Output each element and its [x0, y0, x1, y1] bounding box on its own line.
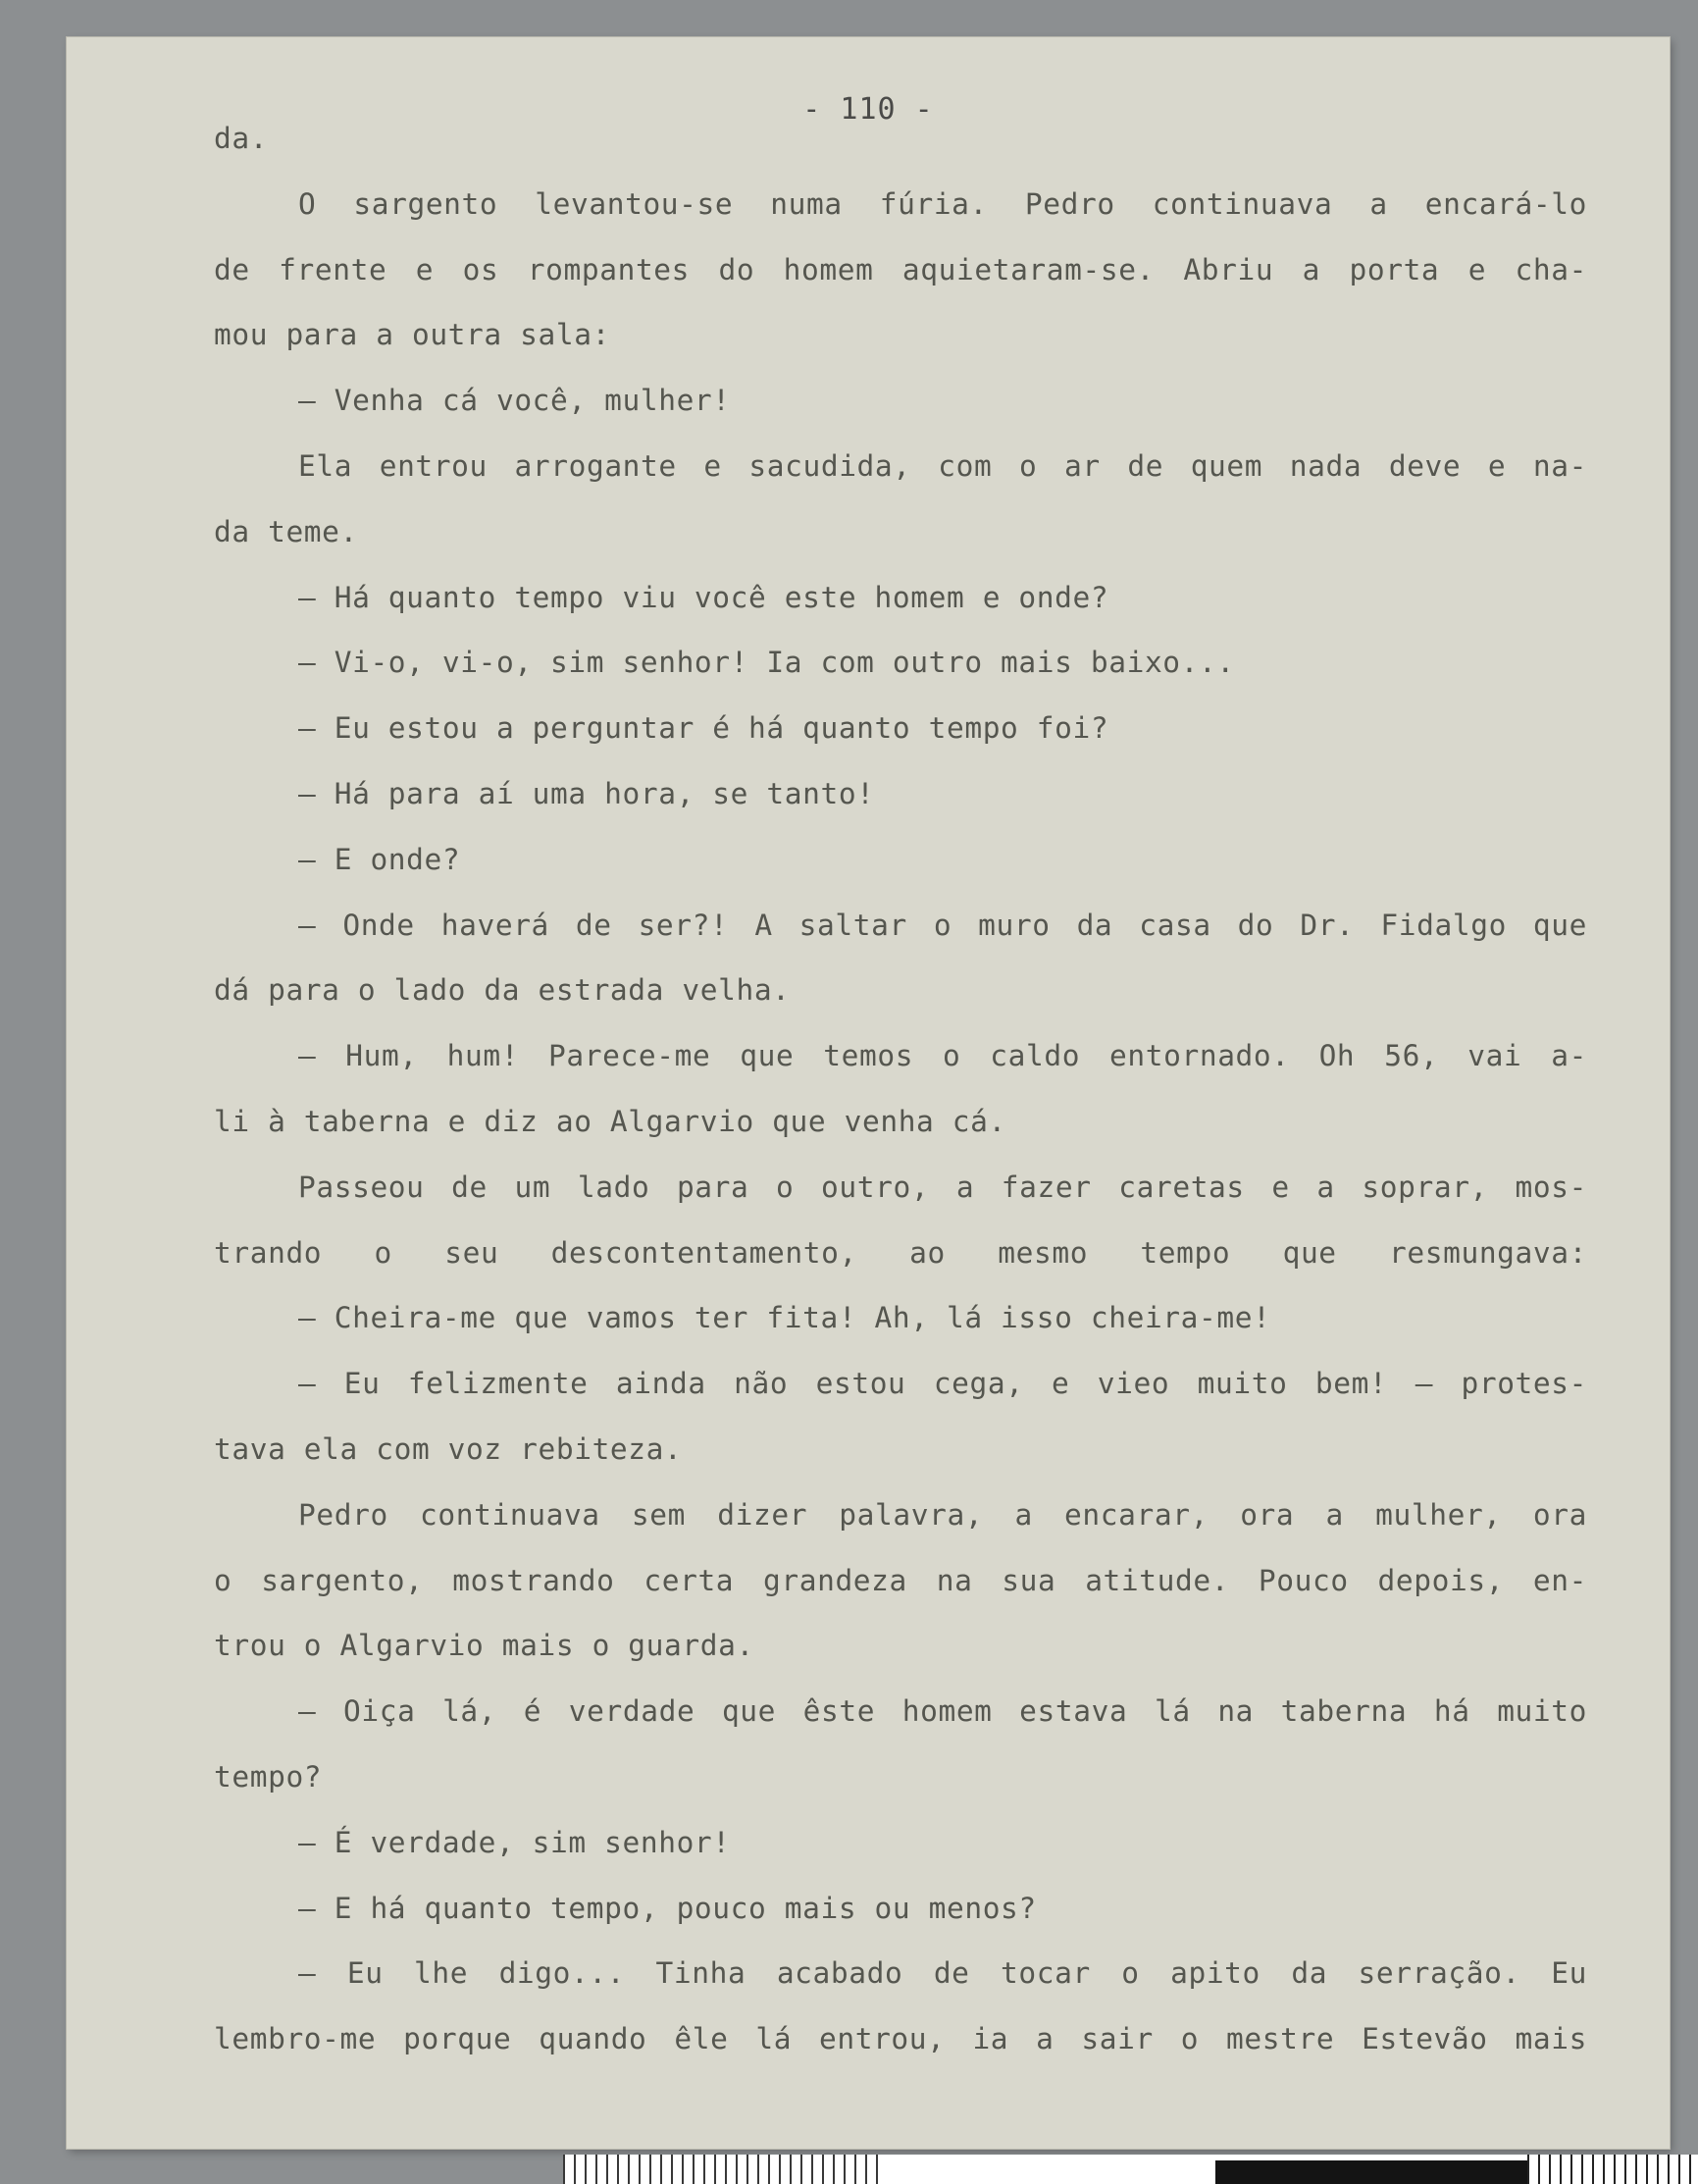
text-line: Pedro continuava sem dizer palavra, a encarar, ora a mulher, ora	[298, 1497, 1587, 1532]
dialogue-line: — E onde?	[298, 842, 461, 876]
dialogue-line: — Eu felizmente ainda não estou cega, e vieo muito bem! — protes-	[298, 1367, 1587, 1401]
text-line: tempo?	[214, 1759, 323, 1794]
ruler-block	[1215, 2160, 1527, 2184]
page-body	[214, 106, 1587, 2072]
text-line: li à taberna e diz ao Algarvio que venha cá.	[214, 1104, 1006, 1138]
dialogue-line: — Oiça lá, é verdade que êste homem estava lá na taberna há muito	[298, 1694, 1587, 1729]
dialogue-line: — Há para aí uma hora, se tanto!	[298, 776, 875, 810]
text-line: Ela entrou arrogante e sacudida, com o ar de quem nada deve e na-	[298, 448, 1587, 483]
text-line: de frente e os rompantes do homem aquietaram-se. Abriu a porta e cha-	[214, 252, 1587, 286]
text-line: dá para o lado da estrada velha.	[214, 973, 791, 1008]
text-line: Passeou de um lado para o outro, a fazer caretas e a soprar, mos-	[298, 1170, 1587, 1204]
dialogue-line: — É verdade, sim senhor!	[298, 1825, 731, 1859]
text-line: trou o Algarvio mais o guarda.	[214, 1629, 754, 1663]
text-line: mou para a outra sala:	[214, 318, 610, 352]
page-number: - 110 -	[802, 92, 934, 127]
scale-ruler	[563, 2155, 1698, 2184]
text-line: da teme.	[214, 514, 358, 548]
dialogue-line: — E há quanto tempo, pouco mais ou menos?	[298, 1891, 1037, 1925]
dialogue-line: — Vi-o, vi-o, sim senhor! Ia com outro mais baixo...	[298, 646, 1235, 680]
dialogue-line: — Eu lhe digo... Tinha acabado de tocar o apito da serração. Eu	[298, 1956, 1587, 1991]
ruler-ticks	[563, 2155, 887, 2184]
dialogue-line: — Onde haverá de ser?! A saltar o muro da casa do Dr. Fidalgo que	[298, 908, 1587, 942]
text-line: O sargento levantou-se numa fúria. Pedro continuava a encará-lo	[298, 186, 1587, 221]
dialogue-line: — Eu estou a perguntar é há quanto tempo foi?	[298, 711, 1109, 746]
text-line: o sargento, mostrando certa grandeza na sua atitude. Pouco depois, en-	[214, 1563, 1587, 1597]
ruler-ticks	[1527, 2155, 1698, 2184]
text-line: tava ela com voz rebiteza.	[214, 1431, 683, 1466]
dialogue-line: — Venha cá você, mulher!	[298, 384, 731, 418]
text-line: lembro-me porque quando êle lá entrou, ia a sair o mestre Estevão mais	[214, 2022, 1587, 2056]
dialogue-line: — Hum, hum! Parece-me que temos o caldo entornado. Oh 56, vai a-	[298, 1039, 1587, 1073]
text-line: da.	[214, 122, 269, 155]
text-line: trando o seu descontentamento, ao mesmo tempo que resmungava:	[214, 1235, 1587, 1270]
dialogue-line: — Cheira-me que vamos ter fita! Ah, lá isso cheira-me!	[298, 1301, 1271, 1335]
dialogue-line: — Há quanto tempo viu você este homem e onde?	[298, 580, 1109, 614]
